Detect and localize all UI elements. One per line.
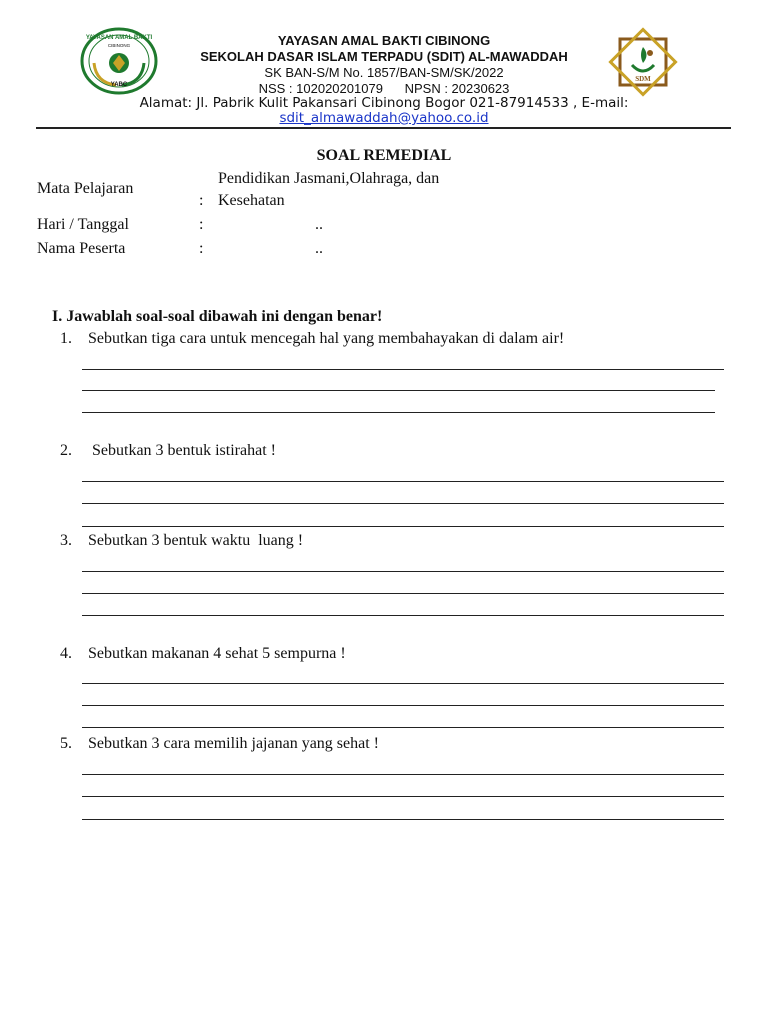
question-5	[60, 735, 740, 757]
answer-line[interactable]	[82, 503, 724, 504]
logo-left-abbr: YABC	[110, 82, 128, 88]
logo-left-arc: YAYASAN AMAL BAKTI	[85, 35, 153, 41]
field-value-subject-line2: Kesehatan	[218, 192, 285, 209]
logo-left-sub: CIBINONG	[107, 43, 131, 48]
question-number: 3.	[60, 532, 72, 549]
school-address: Alamat: Jl. Pabrik Kulit Pakansari Cibinong Bogor 021-87914533 , E-mail:	[139, 95, 629, 111]
answer-line[interactable]	[82, 727, 724, 728]
email-link[interactable]: sdit_almawaddah@yahoo.co.id	[279, 110, 489, 126]
doc-title: SOAL REMEDIAL	[316, 147, 452, 164]
field-colon-date: :	[199, 216, 204, 233]
question-number: 4.	[60, 645, 72, 662]
answer-line[interactable]	[82, 796, 724, 797]
answer-line[interactable]	[82, 481, 724, 482]
question-3	[60, 532, 740, 554]
answer-line[interactable]	[82, 615, 724, 616]
answer-line[interactable]	[82, 390, 715, 391]
foundation-name: YAYASAN AMAL BAKTI CIBINONG	[277, 33, 491, 48]
field-value-date: ..	[315, 216, 323, 233]
answer-line[interactable]	[82, 819, 724, 820]
field-colon-name: :	[199, 240, 204, 257]
question-number: 5.	[60, 735, 72, 752]
field-label-date: Hari / Tanggal	[37, 216, 129, 233]
question-1	[60, 330, 740, 352]
logo-right-abbr: SDM	[635, 75, 651, 83]
field-value-subject-line1: Pendidikan Jasmani,Olahraga, dan	[218, 170, 440, 187]
answer-line[interactable]	[82, 571, 724, 572]
field-label-subject: Mata Pelajaran	[37, 180, 134, 197]
school-name: SEKOLAH DASAR ISLAM TERPADU (SDIT) AL-MAWADDAH	[200, 49, 568, 64]
question-text: Sebutkan tiga cara untuk mencegah hal yang membahayakan di dalam air!	[88, 330, 565, 347]
question-number: 1.	[60, 330, 72, 347]
nss-npsn: NSS : 102020201079 NPSN : 20230623	[258, 81, 510, 96]
question-number: 2.	[60, 442, 72, 459]
question-text: Sebutkan 3 cara memilih jajanan yang sehat !	[88, 735, 380, 752]
question-2	[60, 442, 740, 464]
field-value-name: ..	[315, 240, 323, 257]
answer-line[interactable]	[82, 774, 724, 775]
header-divider	[36, 127, 731, 129]
answer-line[interactable]	[82, 369, 724, 370]
field-colon-subject: :	[199, 192, 204, 209]
field-label-name: Nama Peserta	[37, 240, 126, 257]
question-text: Sebutkan makanan 4 sehat 5 sempurna !	[88, 645, 346, 662]
section-instruction: I. Jawablah soal-soal dibawah ini dengan benar!	[52, 308, 383, 325]
answer-line[interactable]	[82, 526, 724, 527]
answer-line[interactable]	[82, 593, 724, 594]
answer-line[interactable]	[82, 705, 724, 706]
question-text: Sebutkan 3 bentuk waktu luang !	[88, 532, 304, 549]
answer-line[interactable]	[82, 683, 724, 684]
answer-line[interactable]	[82, 412, 715, 413]
accreditation-sk: SK BAN-S/M No. 1857/BAN-SM/SK/2022	[264, 65, 504, 80]
question-4	[60, 645, 740, 667]
question-text: Sebutkan 3 bentuk istirahat !	[88, 442, 276, 459]
